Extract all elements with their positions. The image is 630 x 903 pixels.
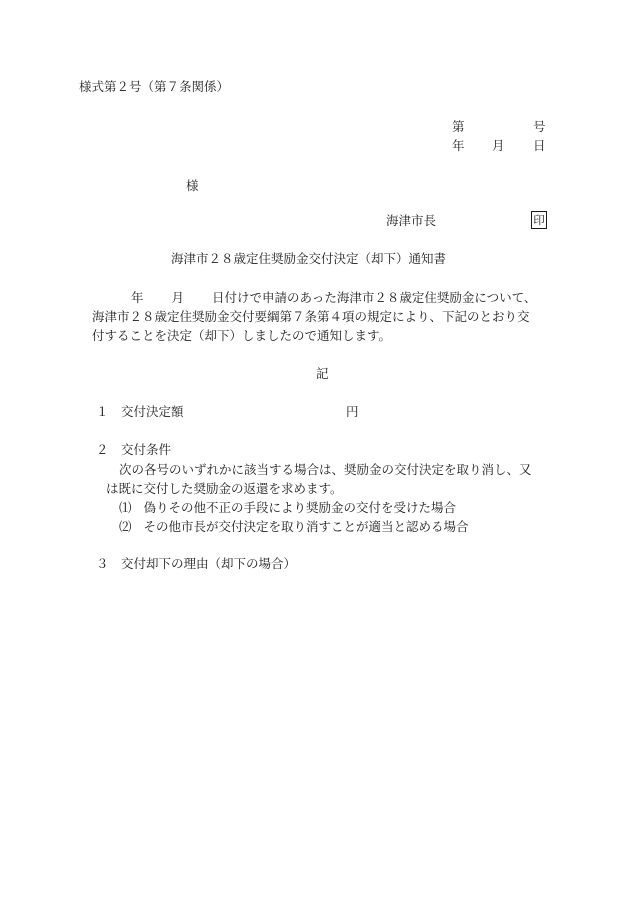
form-label: 様式第２号（第７条関係） bbox=[79, 79, 230, 94]
item2-sub1 bbox=[119, 498, 456, 517]
item2-sub2 bbox=[119, 517, 469, 536]
date-month: 月 bbox=[492, 138, 505, 153]
item2-text-line-1: 次の各号のいずれかに該当する場合は、奨励金の交付決定を取り消し、又 bbox=[119, 462, 532, 477]
body-line-1 bbox=[131, 288, 536, 307]
seal-mark: 印 bbox=[531, 211, 547, 229]
body-line-2: 海津市２８歳定住奨励金交付要綱第７条第４項の規定により、下記のとおり交 bbox=[92, 309, 530, 324]
body-month: 月 bbox=[171, 290, 185, 305]
sub2-number: ⑵ bbox=[119, 519, 132, 534]
item3-label: 交付却下の理由（却下の場合） bbox=[121, 556, 297, 571]
addressee-suffix: 様 bbox=[186, 178, 199, 193]
official-seal bbox=[531, 211, 547, 229]
sub1-number: ⑴ bbox=[119, 500, 132, 515]
item2-text-line-2: は既に交付した奨励金の返還を求めます。 bbox=[106, 481, 343, 496]
body-line-1-text: 日付けで申請のあった海津市２８歳定住奨励金について、 bbox=[212, 290, 537, 305]
sub1-text: 偽りその他不正の手段により奨励金の交付を受けた場合 bbox=[143, 500, 457, 515]
document-title: 海津市２８歳定住奨励金交付決定（却下）通知書 bbox=[171, 251, 447, 266]
number-dai: 第 bbox=[452, 119, 465, 134]
item1-label: 交付決定額 bbox=[121, 404, 184, 419]
item1-number: １ bbox=[96, 404, 109, 419]
date-day: 日 bbox=[533, 138, 546, 153]
date-year: 年 bbox=[452, 138, 465, 153]
item2-label: 交付条件 bbox=[121, 442, 172, 457]
body-year: 年 bbox=[131, 290, 144, 305]
item1-unit: 円 bbox=[346, 404, 359, 419]
number-go: 号 bbox=[533, 119, 546, 134]
item3-number: ３ bbox=[96, 556, 109, 571]
issuer-name: 海津市長 bbox=[386, 213, 437, 228]
sub2-text: その他市長が交付決定を取り消すことが適当と認める場合 bbox=[143, 519, 469, 534]
body-line-3: 付することを決定（却下）しましたので通知します。 bbox=[92, 328, 392, 343]
ki-heading: 記 bbox=[316, 366, 329, 381]
item2-number: ２ bbox=[96, 442, 109, 457]
